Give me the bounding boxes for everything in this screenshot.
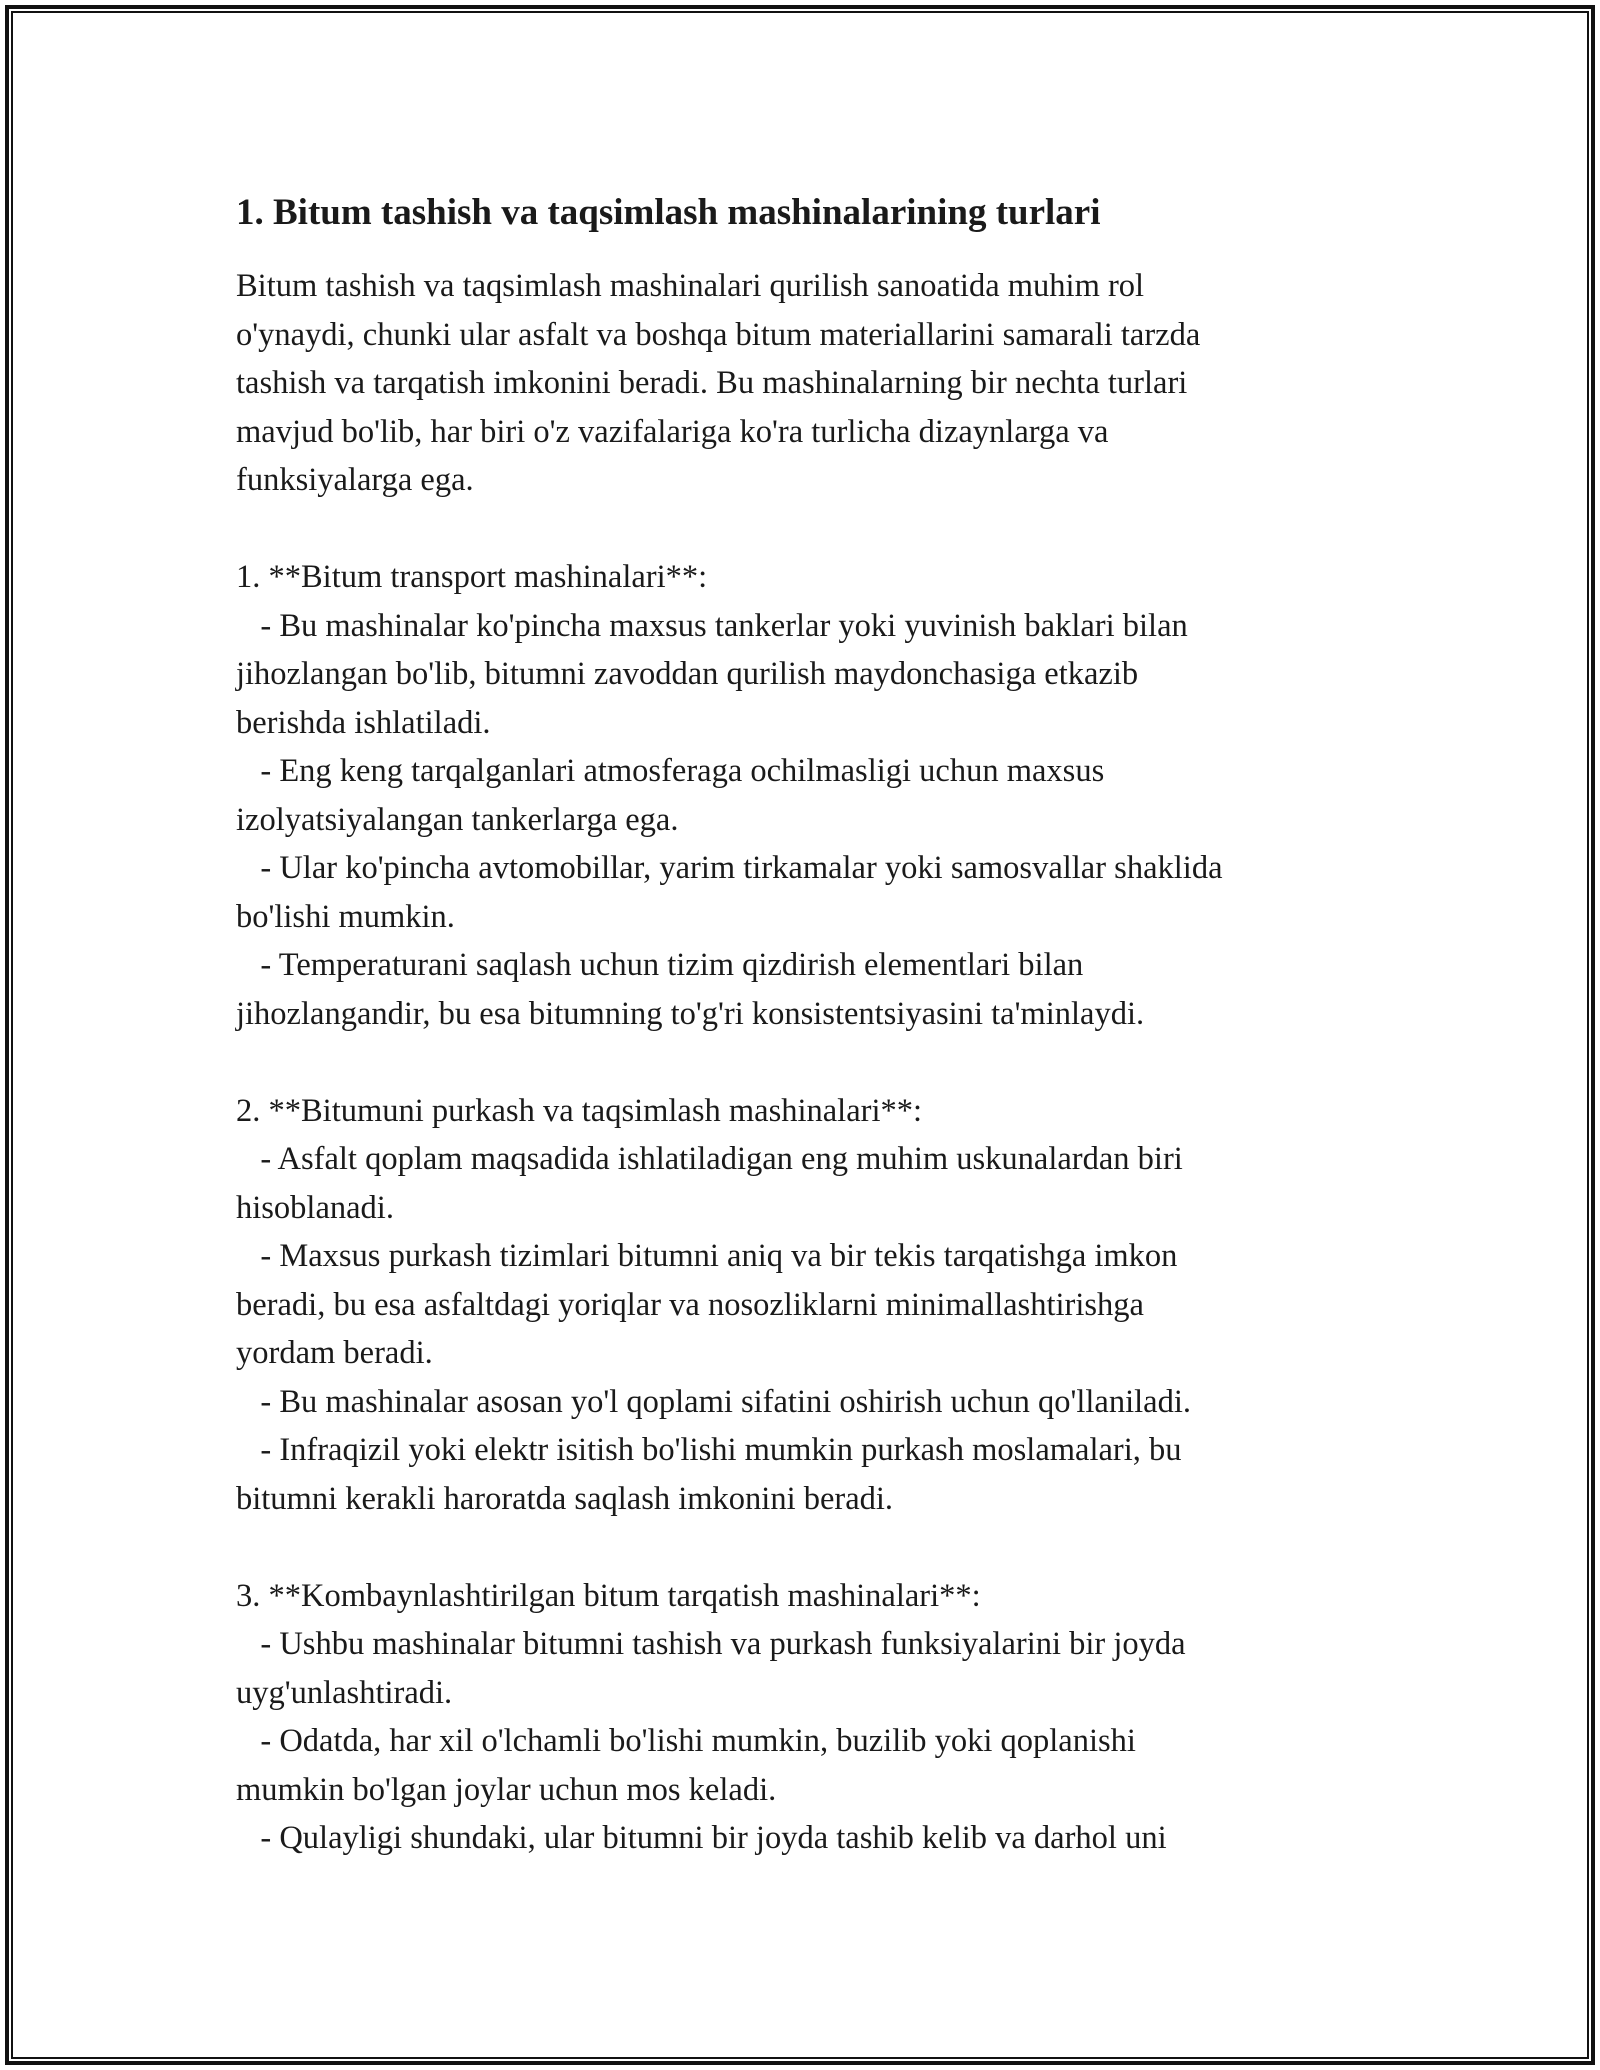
section-combined-machines <box>236 1572 1386 1863</box>
section-heading: 2. **Bitumuni purkash va taqsimlash mashinalari**: <box>236 1092 923 1129</box>
section-line: - Maxsus purkash tizimlari bitumni aniq va bir tekis tarqatishga imkon <box>236 1238 1178 1274</box>
intro-line: o'ynaydi, chunki ular asfalt va boshqa bitum materiallarini samarali tarzda <box>236 316 1201 353</box>
section-bitum-transport <box>236 553 1386 1038</box>
section-line: - Qulayligi shundaki, ular bitumni bir joyda tashib kelib va darhol uni <box>236 1820 1167 1856</box>
section-line: jihozlangan bo'lib, bitumni zavoddan qurilish maydonchasiga etkazib <box>236 656 1139 692</box>
section-line: uyg'unlashtiradi. <box>236 1674 453 1711</box>
section-line: - Ushbu mashinalar bitumni tashish va purkash funksiyalarini bir joyda <box>236 1626 1186 1662</box>
section-line: hisoblanadi. <box>236 1189 394 1226</box>
intro-line: Bitum tashish va taqsimlash mashinalari qurilish sanoatida muhim rol <box>236 268 1145 304</box>
section-line: bitumni kerakli haroratda saqlash imkonini beradi. <box>236 1480 894 1517</box>
section-line: - Temperaturani saqlash uchun tizim qizdirish elementlari bilan <box>236 947 1084 983</box>
section-line: jihozlangandir, bu esa bitumning to'g'ri konsistentsiyasini ta'minlaydi. <box>236 995 1145 1032</box>
intro-line: funksiyalarga ega. <box>236 462 474 498</box>
section-line: - Bu mashinalar asosan yo'l qoplami sifatini oshirish uchun qo'llaniladi. <box>236 1383 1191 1420</box>
document-title: 1. Bitum tashish va taqsimlash mashinalarining turlari <box>236 192 1101 233</box>
intro-line: tashish va tarqatish imkonini beradi. Bu mashinalarning bir nechta turlari <box>236 365 1188 401</box>
section-line: - Ular ko'pincha avtomobillar, yarim tirkamalar yoki samosvallar shaklida <box>236 850 1223 886</box>
section-line: bo'lishi mumkin. <box>236 898 455 935</box>
section-line: izolyatsiyalangan tankerlarga ega. <box>236 801 679 838</box>
section-bitum-spraying <box>236 1087 1386 1524</box>
section-line: yordam beradi. <box>236 1335 433 1371</box>
section-heading: 1. **Bitum transport mashinalari**: <box>236 559 708 595</box>
section-line: - Eng keng tarqalganlari atmosferaga ochilmasligi uchun maxsus <box>236 753 1105 789</box>
section-line: beradi, bu esa asfaltdagi yoriqlar va nosozliklarni minimallashtirishga <box>236 1286 1144 1323</box>
intro-paragraph <box>236 262 1386 505</box>
intro-line: mavjud bo'lib, har biri o'z vazifalariga ko'ra turlicha dizaynlarga va <box>236 413 1109 450</box>
section-line: - Odatda, har xil o'lchamli bo'lishi mumkin, buzilib yoki qoplanishi <box>236 1723 1136 1759</box>
section-line: mumkin bo'lgan joylar uchun mos keladi. <box>236 1771 777 1808</box>
section-line: berishda ishlatiladi. <box>236 704 491 741</box>
section-line: - Asfalt qoplam maqsadida ishlatiladigan eng muhim uskunalardan biri <box>236 1141 1183 1177</box>
document-body <box>236 188 1386 1863</box>
section-line: - Bu mashinalar ko'pincha maxsus tankerlar yoki yuvinish baklari bilan <box>236 607 1188 644</box>
section-heading: 3. **Kombaynlashtirilgan bitum tarqatish mashinalari**: <box>236 1577 981 1614</box>
section-line: - Infraqizil yoki elektr isitish bo'lishi mumkin purkash moslamalari, bu <box>236 1432 1182 1468</box>
